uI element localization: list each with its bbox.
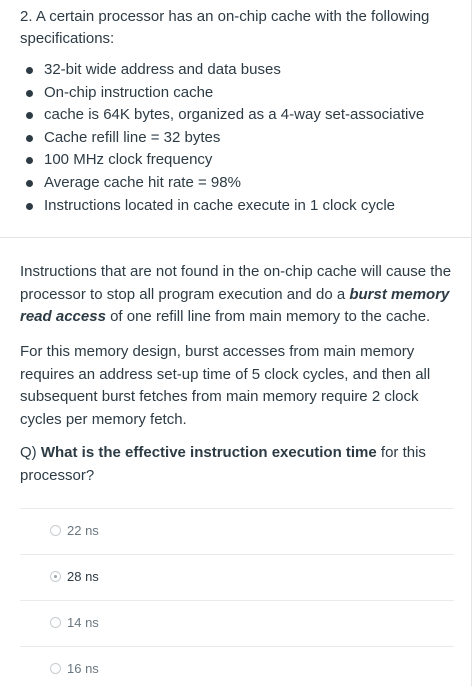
bullet-icon <box>26 135 33 142</box>
bullet-icon <box>26 90 33 97</box>
answer-label: 22 ns <box>67 523 99 538</box>
radio-button-selected[interactable] <box>50 571 61 582</box>
question-title: 2. A certain processor has an on-chip cache with the following specifications: <box>20 8 430 47</box>
answer-option[interactable] <box>20 646 454 692</box>
question-prompt: Q) What is the effective instruction execution time for this processor? <box>20 444 426 484</box>
answer-label: 16 ns <box>67 661 99 676</box>
answer-list <box>20 508 454 692</box>
radio-button[interactable] <box>50 663 61 674</box>
bullet-icon <box>26 203 33 210</box>
paragraph-memory-design: For this memory design, burst accesses from main memory requires an address set-up time of 5 clock cycles, and then all subsequent burst fetches from main memory require 2 clock cycles per memory fetch. <box>20 343 431 428</box>
radio-button[interactable] <box>50 617 61 628</box>
bullet-icon <box>26 67 33 74</box>
radio-button[interactable] <box>50 525 61 536</box>
bullet-icon <box>26 157 33 164</box>
answer-label: 14 ns <box>67 615 99 630</box>
bullet-icon <box>26 180 33 187</box>
spec-item: Cache refill line = 32 bytes <box>22 127 462 150</box>
answer-option[interactable] <box>20 554 454 600</box>
spec-list <box>22 59 462 217</box>
spec-item: On-chip instruction cache <box>22 82 462 105</box>
spec-item: cache is 64K bytes, organized as a 4-way set-associative <box>22 104 462 127</box>
paragraph-cache-miss: Instructions that are not found in the on-chip cache will cause the processor to stop all program execution and do a burst memory read access of one refill line from main memory to the cache. <box>20 263 452 325</box>
section-divider <box>0 237 472 238</box>
answer-option[interactable] <box>20 508 454 554</box>
spec-item: 32-bit wide address and data buses <box>22 59 462 82</box>
answer-label: 28 ns <box>67 569 99 584</box>
spec-item: Instructions located in cache execute in 1 clock cycle <box>22 195 462 218</box>
spec-item: Average cache hit rate = 98% <box>22 172 462 195</box>
bullet-icon <box>26 112 33 119</box>
spec-item: 100 MHz clock frequency <box>22 149 462 172</box>
answer-option[interactable] <box>20 600 454 646</box>
